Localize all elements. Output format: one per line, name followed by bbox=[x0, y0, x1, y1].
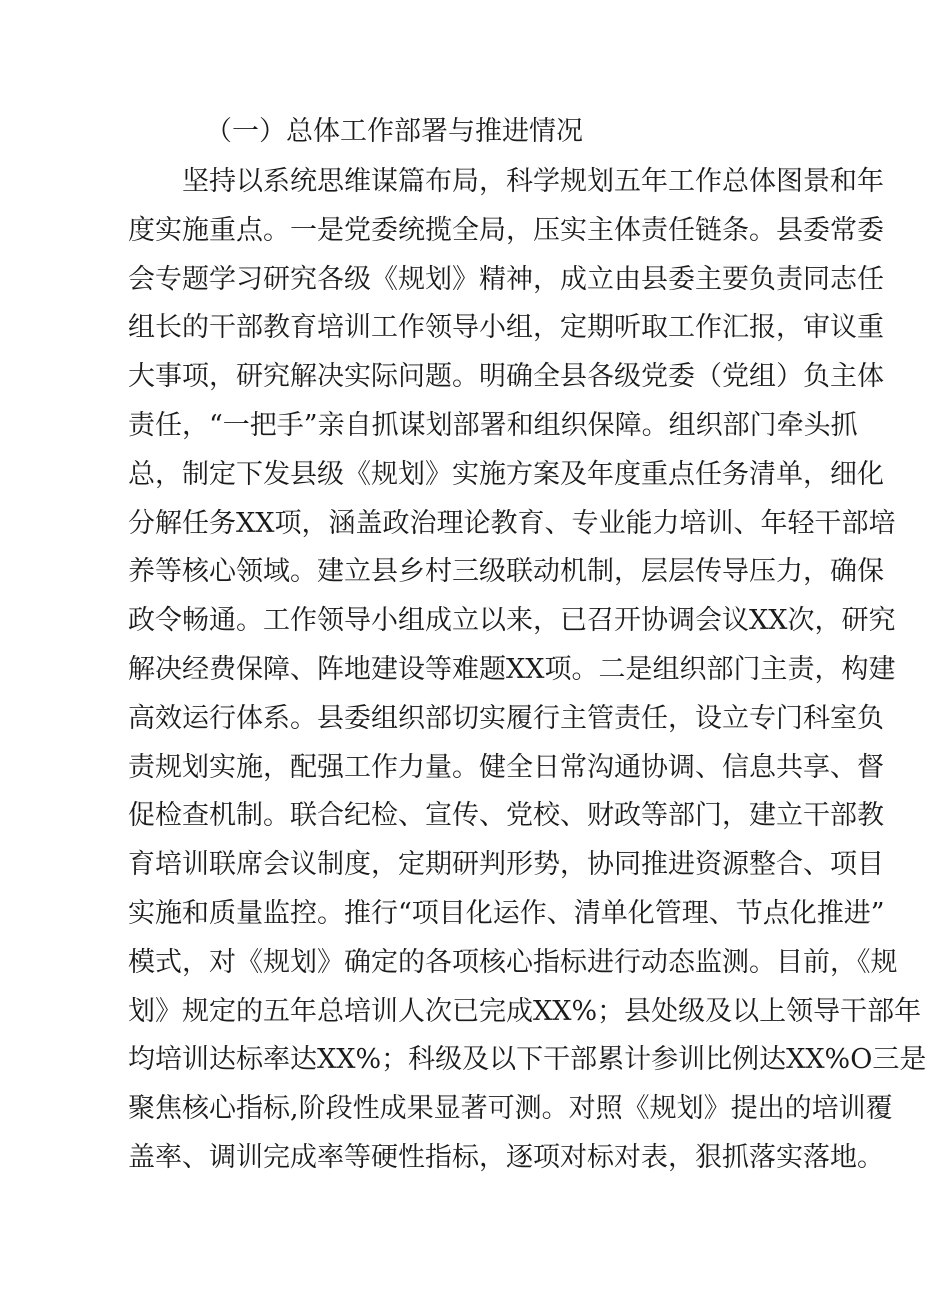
text-line: 分解任务XX项，涵盖政治理论教育、专业能力培训、年轻干部培 bbox=[128, 507, 896, 539]
text-line: 盖率、调训完成率等硬性指标，逐项对标对表，狠抓落实落地。 bbox=[128, 1141, 884, 1173]
text-line: 责规划实施，配强工作力量。健全日常沟通协调、信息共享、督 bbox=[128, 751, 884, 783]
text-line: 总，制定下发县级《规划》实施方案及年度重点任务清单，细化 bbox=[128, 458, 884, 490]
text-line: 解决经费保障、阵地建设等难题XX项。二是组织部门主责，构建 bbox=[128, 653, 896, 685]
text-line: 会专题学习研究各级《规划》精神，成立由县委主要负责同志任 bbox=[128, 263, 884, 295]
text-line: 聚焦核心指标,阶段性成果显著可测。对照《规划》提出的培训覆 bbox=[128, 1093, 893, 1125]
body-paragraph bbox=[128, 158, 926, 1183]
text-line: 育培训联席会议制度，定期研判形势，协同推进资源整合、项目 bbox=[128, 849, 884, 881]
text-line: 模式，对《规划》确定的各项核心指标进行动态监测。目前，《规 bbox=[128, 946, 898, 978]
text-line: 大事项，研究解决实际问题。明确全县各级党委（党组）负主体 bbox=[128, 361, 884, 393]
text-line: 度实施重点。一是党委统揽全局，压实主体责任链条。县委常委 bbox=[128, 214, 884, 246]
section-heading: （一）总体工作部署与推进情况 bbox=[205, 116, 583, 147]
text-line: 养等核心领域。建立县乡村三级联动机制，层层传导压力，确保 bbox=[128, 556, 884, 588]
text-line: 促检查机制。联合纪检、宣传、党校、财政等部门，建立干部教 bbox=[128, 800, 884, 832]
text-line: 高效运行体系。县委组织部切实履行主管责任，设立专门科室负 bbox=[128, 702, 884, 734]
text-line: 实施和质量监控。推行“项目化运作、清单化管理、节点化推进” bbox=[128, 897, 885, 929]
text-line: 责任，“一把手”亲自抓谋划部署和组织保障。组织部门牵头抓 bbox=[128, 409, 858, 441]
text-line: 组长的干部教育培训工作领导小组，定期听取工作汇报，审议重 bbox=[128, 312, 884, 344]
text-line: 均培训达标率达XX%；科级及以下干部累计参训比例达XX%O三是 bbox=[128, 1044, 926, 1076]
text-line: 政令畅通。工作领导小组成立以来，已召开协调会议XX次，研究 bbox=[128, 605, 896, 637]
text-line: 划》规定的五年总培训人次已完成XX%；县处级及以上领导干部年 bbox=[128, 995, 922, 1027]
text-line: 坚持以系统思维谋篇布局，科学规划五年工作总体图景和年 bbox=[182, 166, 884, 197]
